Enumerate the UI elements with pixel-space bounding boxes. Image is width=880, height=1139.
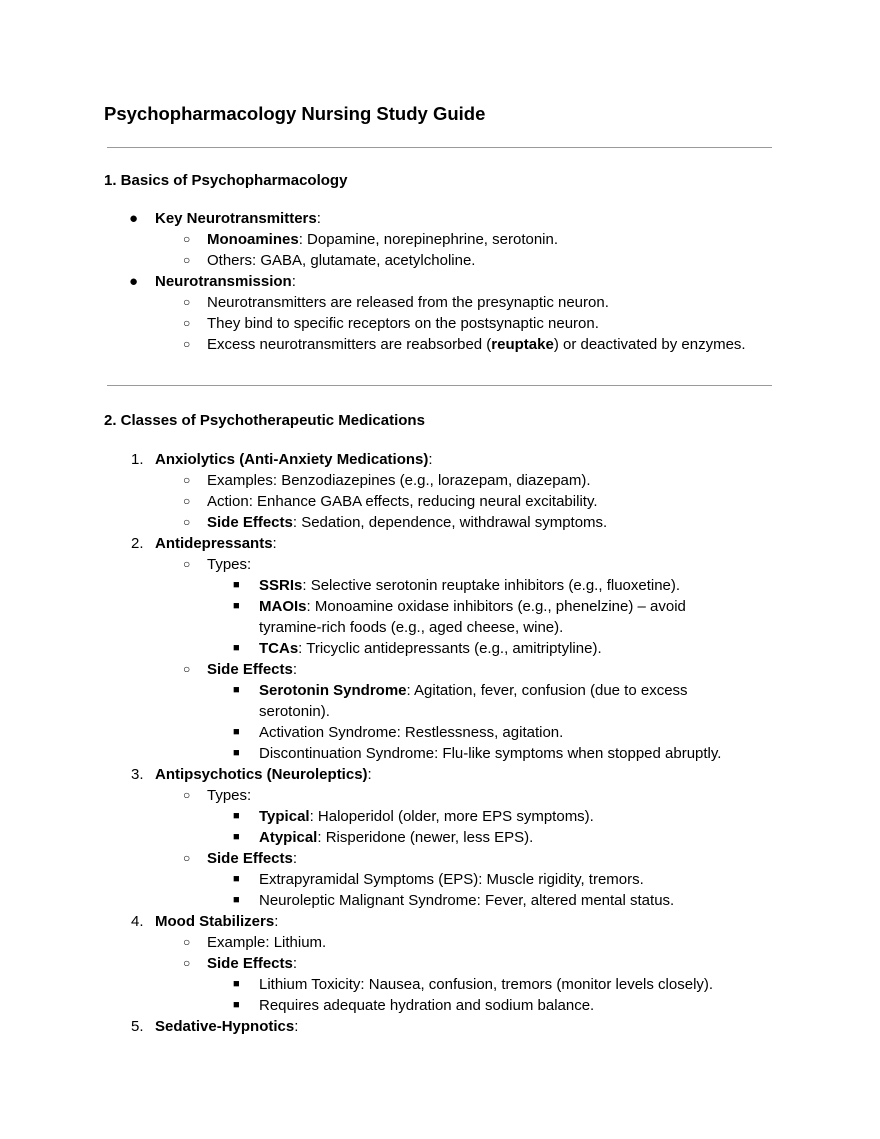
list-item [0,491,880,512]
item-text: : [294,1018,299,1035]
item-text: : [272,535,277,552]
list-marker: 4. [131,913,144,930]
item-text: : Dopamine, norepinephrine, serotonin. [298,231,559,248]
list-item [0,827,880,848]
list-item-text [155,533,277,554]
item-text: : [291,273,296,290]
list-item [0,869,880,890]
bold-term: SSRIs [259,577,303,594]
section-heading-classes: 2. Classes of Psychotherapeutic Medications [104,412,425,429]
list-item-text [207,313,599,334]
item-text: tyramine-rich foods (e.g., aged cheese, wine). [259,619,564,636]
list-item-text [259,743,721,764]
list-marker: ■ [233,831,240,843]
bold-term: Side Effects [207,514,293,531]
list-item-text [259,680,688,701]
document-title: Psychopharmacology Nursing Study Guide [104,103,486,124]
bold-term: Sedative-Hypnotics [155,1018,295,1035]
list-item-text [155,271,296,292]
list-marker: ● [129,273,139,290]
list-item-text [259,806,594,827]
item-text: Lithium Toxicity: Nausea, confusion, tremors (monitor levels closely). [259,976,714,993]
list-item [0,533,880,554]
list-marker: ○ [183,557,191,571]
list-item-text [259,995,594,1016]
item-text: ) or deactivated by enzymes. [553,336,746,353]
list-item-text [207,953,297,974]
list-item [0,806,880,827]
item-text: : Sedation, dependence, withdrawal symptoms. [292,514,608,531]
section-heading-basics: 1. Basics of Psychopharmacology [104,172,348,189]
list-item [0,1016,880,1037]
list-item-text [207,470,591,491]
list-item-text [259,890,674,911]
list-item-text [259,722,563,743]
list-item [0,449,880,470]
list-item-text [259,701,330,722]
bold-term: Serotonin Syndrome [259,682,407,699]
item-text: serotonin). [259,703,330,720]
item-text: : [292,850,298,867]
item-text: : [292,955,298,972]
bold-term: MAOIs [259,598,307,615]
list-item-text [259,638,602,659]
section-classes-list [0,449,880,1037]
list-item-text [155,208,321,229]
bold-term: Atypical [259,829,318,846]
list-marker: ■ [233,894,240,906]
list-item-text [259,617,563,638]
bold-term: Neurotransmission [155,273,292,290]
item-text: : [367,766,372,783]
item-text: They bind to specific receptors on the postsynaptic neuron. [207,315,599,332]
list-item [0,208,880,229]
list-marker: ● [129,210,139,227]
list-item [0,911,880,932]
list-item [0,680,880,701]
list-marker: ○ [183,662,191,676]
bold-term: Antidepressants [155,535,273,552]
list-item-text [207,292,609,313]
list-marker: ■ [233,873,240,885]
list-item [0,575,880,596]
list-marker: ○ [183,337,191,351]
bold-term: Mood Stabilizers [155,913,275,930]
list-item-text [155,764,372,785]
list-item-text [207,229,558,250]
list-item-text [207,512,607,533]
list-marker: ■ [233,747,240,759]
item-text: Extrapyramidal Symptoms (EPS): Muscle rigidity, tremors. [259,871,644,888]
list-item-text [207,932,326,953]
item-text: : [292,661,298,678]
bold-term: TCAs [259,640,299,657]
item-text: : Monoamine oxidase inhibitors (e.g., phenelzine) – avoid [306,598,686,615]
list-item [0,890,880,911]
list-item [0,334,880,355]
item-text: : [274,913,279,930]
list-item [0,659,880,680]
list-item [0,764,880,785]
item-text: : Tricyclic antidepressants (e.g., amitriptyline). [298,640,602,657]
bold-term: Side Effects [207,661,293,678]
list-item-text [259,869,644,890]
list-item [0,250,880,271]
item-text: Action: Enhance GABA effects, reducing neural excitability. [207,493,598,510]
bold-term: Antipsychotics (Neuroleptics) [155,766,368,783]
item-text: Examples: Benzodiazepines (e.g., lorazepam, diazepam). [207,472,591,489]
list-item [0,313,880,334]
list-item-text [207,659,297,680]
list-item-text [259,974,713,995]
list-item [0,848,880,869]
item-text: Others: GABA, glutamate, acetylcholine. [207,252,476,269]
list-item-text [207,334,746,355]
list-item [0,554,880,575]
list-item [0,953,880,974]
list-marker: ○ [183,935,191,949]
item-text: Types: [207,556,252,573]
item-text: : Agitation, fever, confusion (due to excess [406,682,688,699]
bold-term: Anxiolytics (Anti-Anxiety Medications) [155,451,429,468]
item-text: Neurotransmitters are released from the presynaptic neuron. [207,294,609,311]
list-item [0,512,880,533]
list-marker: ○ [183,473,191,487]
list-marker: ○ [183,316,191,330]
list-marker: ■ [233,600,240,612]
list-marker: ■ [233,579,240,591]
list-item [0,722,880,743]
list-item-text [207,491,598,512]
list-item-text [155,1016,298,1037]
list-item [0,596,880,617]
item-text: Requires adequate hydration and sodium balance. [259,997,595,1014]
list-marker: ○ [183,956,191,970]
list-marker: 1. [131,451,144,468]
item-text: : Haloperidol (older, more EPS symptoms). [309,808,594,825]
item-text: Activation Syndrome: Restlessness, agitation. [259,724,564,741]
list-marker: ■ [233,999,240,1011]
list-item-text [155,449,433,470]
list-marker: ■ [233,810,240,822]
list-item [0,638,880,659]
list-item [0,229,880,250]
list-marker: ○ [183,232,191,246]
bold-term: Typical [259,808,310,825]
list-marker: 3. [131,766,144,783]
list-item [0,292,880,313]
bold-term: Side Effects [207,850,293,867]
list-item-text [259,596,686,617]
list-item-text [259,827,533,848]
list-marker: ■ [233,978,240,990]
list-marker: ○ [183,494,191,508]
bold-term: Key Neurotransmitters [155,210,317,227]
list-item [0,974,880,995]
list-item [0,743,880,764]
item-text: Types: [207,787,252,804]
list-marker: 5. [131,1018,144,1035]
item-text: : [316,210,321,227]
list-marker: ■ [233,726,240,738]
list-item [0,470,880,491]
list-item [0,932,880,953]
item-text: Neuroleptic Malignant Syndrome: Fever, altered mental status. [259,892,675,909]
list-item-text [207,848,297,869]
list-item-text [207,554,251,575]
item-text: Discontinuation Syndrome: Flu-like symptoms when stopped abruptly. [259,745,722,762]
list-item [0,617,880,638]
section-basics-list [0,208,880,355]
item-text: Example: Lithium. [207,934,327,951]
list-item-text [155,911,278,932]
list-marker: 2. [131,535,144,552]
bold-term: Side Effects [207,955,293,972]
item-text: Excess neurotransmitters are reabsorbed ( [207,336,492,353]
bold-term: reuptake [491,336,554,353]
divider [107,147,772,148]
list-item [0,785,880,806]
list-item [0,701,880,722]
list-item-text [259,575,680,596]
list-marker: ○ [183,253,191,267]
item-text: : Selective serotonin reuptake inhibitors (e.g., fluoxetine). [302,577,681,594]
list-item [0,995,880,1016]
list-item [0,271,880,292]
item-text: : [428,451,433,468]
list-marker: ○ [183,851,191,865]
list-marker: ○ [183,515,191,529]
divider [107,385,772,386]
bold-term: Monoamines [207,231,299,248]
list-item-text [207,785,251,806]
list-marker: ■ [233,684,240,696]
item-text: : Risperidone (newer, less EPS). [317,829,534,846]
list-marker: ○ [183,295,191,309]
list-item-text [207,250,475,271]
list-marker: ○ [183,788,191,802]
list-marker: ■ [233,642,240,654]
